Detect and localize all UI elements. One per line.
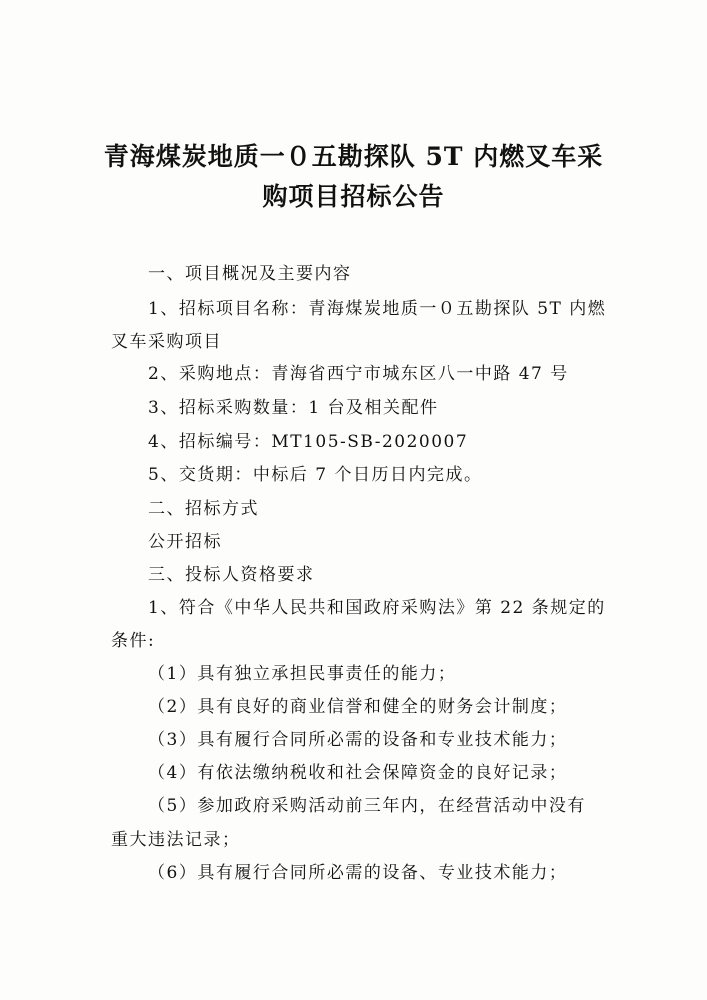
document-title-line2: 购项目招标公告 — [262, 182, 445, 211]
section2-content: 公开招标 — [148, 532, 222, 552]
section3-cond3: （3）具有履行合同所必需的设备和专业技术能力； — [148, 730, 568, 750]
section1-item4: 4、招标编号：MT105-SB-2020007 — [148, 432, 469, 452]
section1-heading: 一、项目概况及主要内容 — [148, 264, 352, 284]
section1-item3: 3、招标采购数量：1 台及相关配件 — [148, 398, 439, 418]
section3-item1-line2: 条件: — [111, 631, 156, 651]
section3-cond5-line2: 重大违法记录； — [111, 830, 241, 850]
section3-cond2: （2）具有良好的商业信誉和健全的财务会计制度； — [148, 697, 568, 717]
section1-item1-line2: 叉车采购项目 — [111, 332, 222, 352]
document-title-line1: 青海煤炭地质一０五勘探队 5T 内燃叉车采 — [103, 142, 604, 171]
section3-cond5-line1: （5）参加政府采购活动前三年内，在经营活动中没有 — [148, 796, 586, 816]
section3-cond6: （6）具有履行合同所必需的设备、专业技术能力； — [148, 863, 568, 883]
section1-item5: 5、交货期：中标后 7 个日历日内完成。 — [148, 465, 483, 485]
section3-cond1: （1）具有独立承担民事责任的能力； — [148, 664, 457, 684]
section1-item1-line1: 1、招标项目名称：青海煤炭地质一０五勘探队 5T 内燃 — [148, 299, 607, 319]
section3-cond4: （4）有依法缴纳税收和社会保障资金的良好记录； — [148, 763, 568, 783]
section3-heading: 三、投标人资格要求 — [148, 565, 315, 585]
section3-item1-line1: 1、符合《中华人民共和国政府采购法》第 22 条规定的 — [148, 598, 606, 618]
section1-item2: 2、采购地点：青海省西宁市城东区八一中路 47 号 — [148, 364, 569, 384]
section2-heading: 二、招标方式 — [148, 499, 259, 519]
